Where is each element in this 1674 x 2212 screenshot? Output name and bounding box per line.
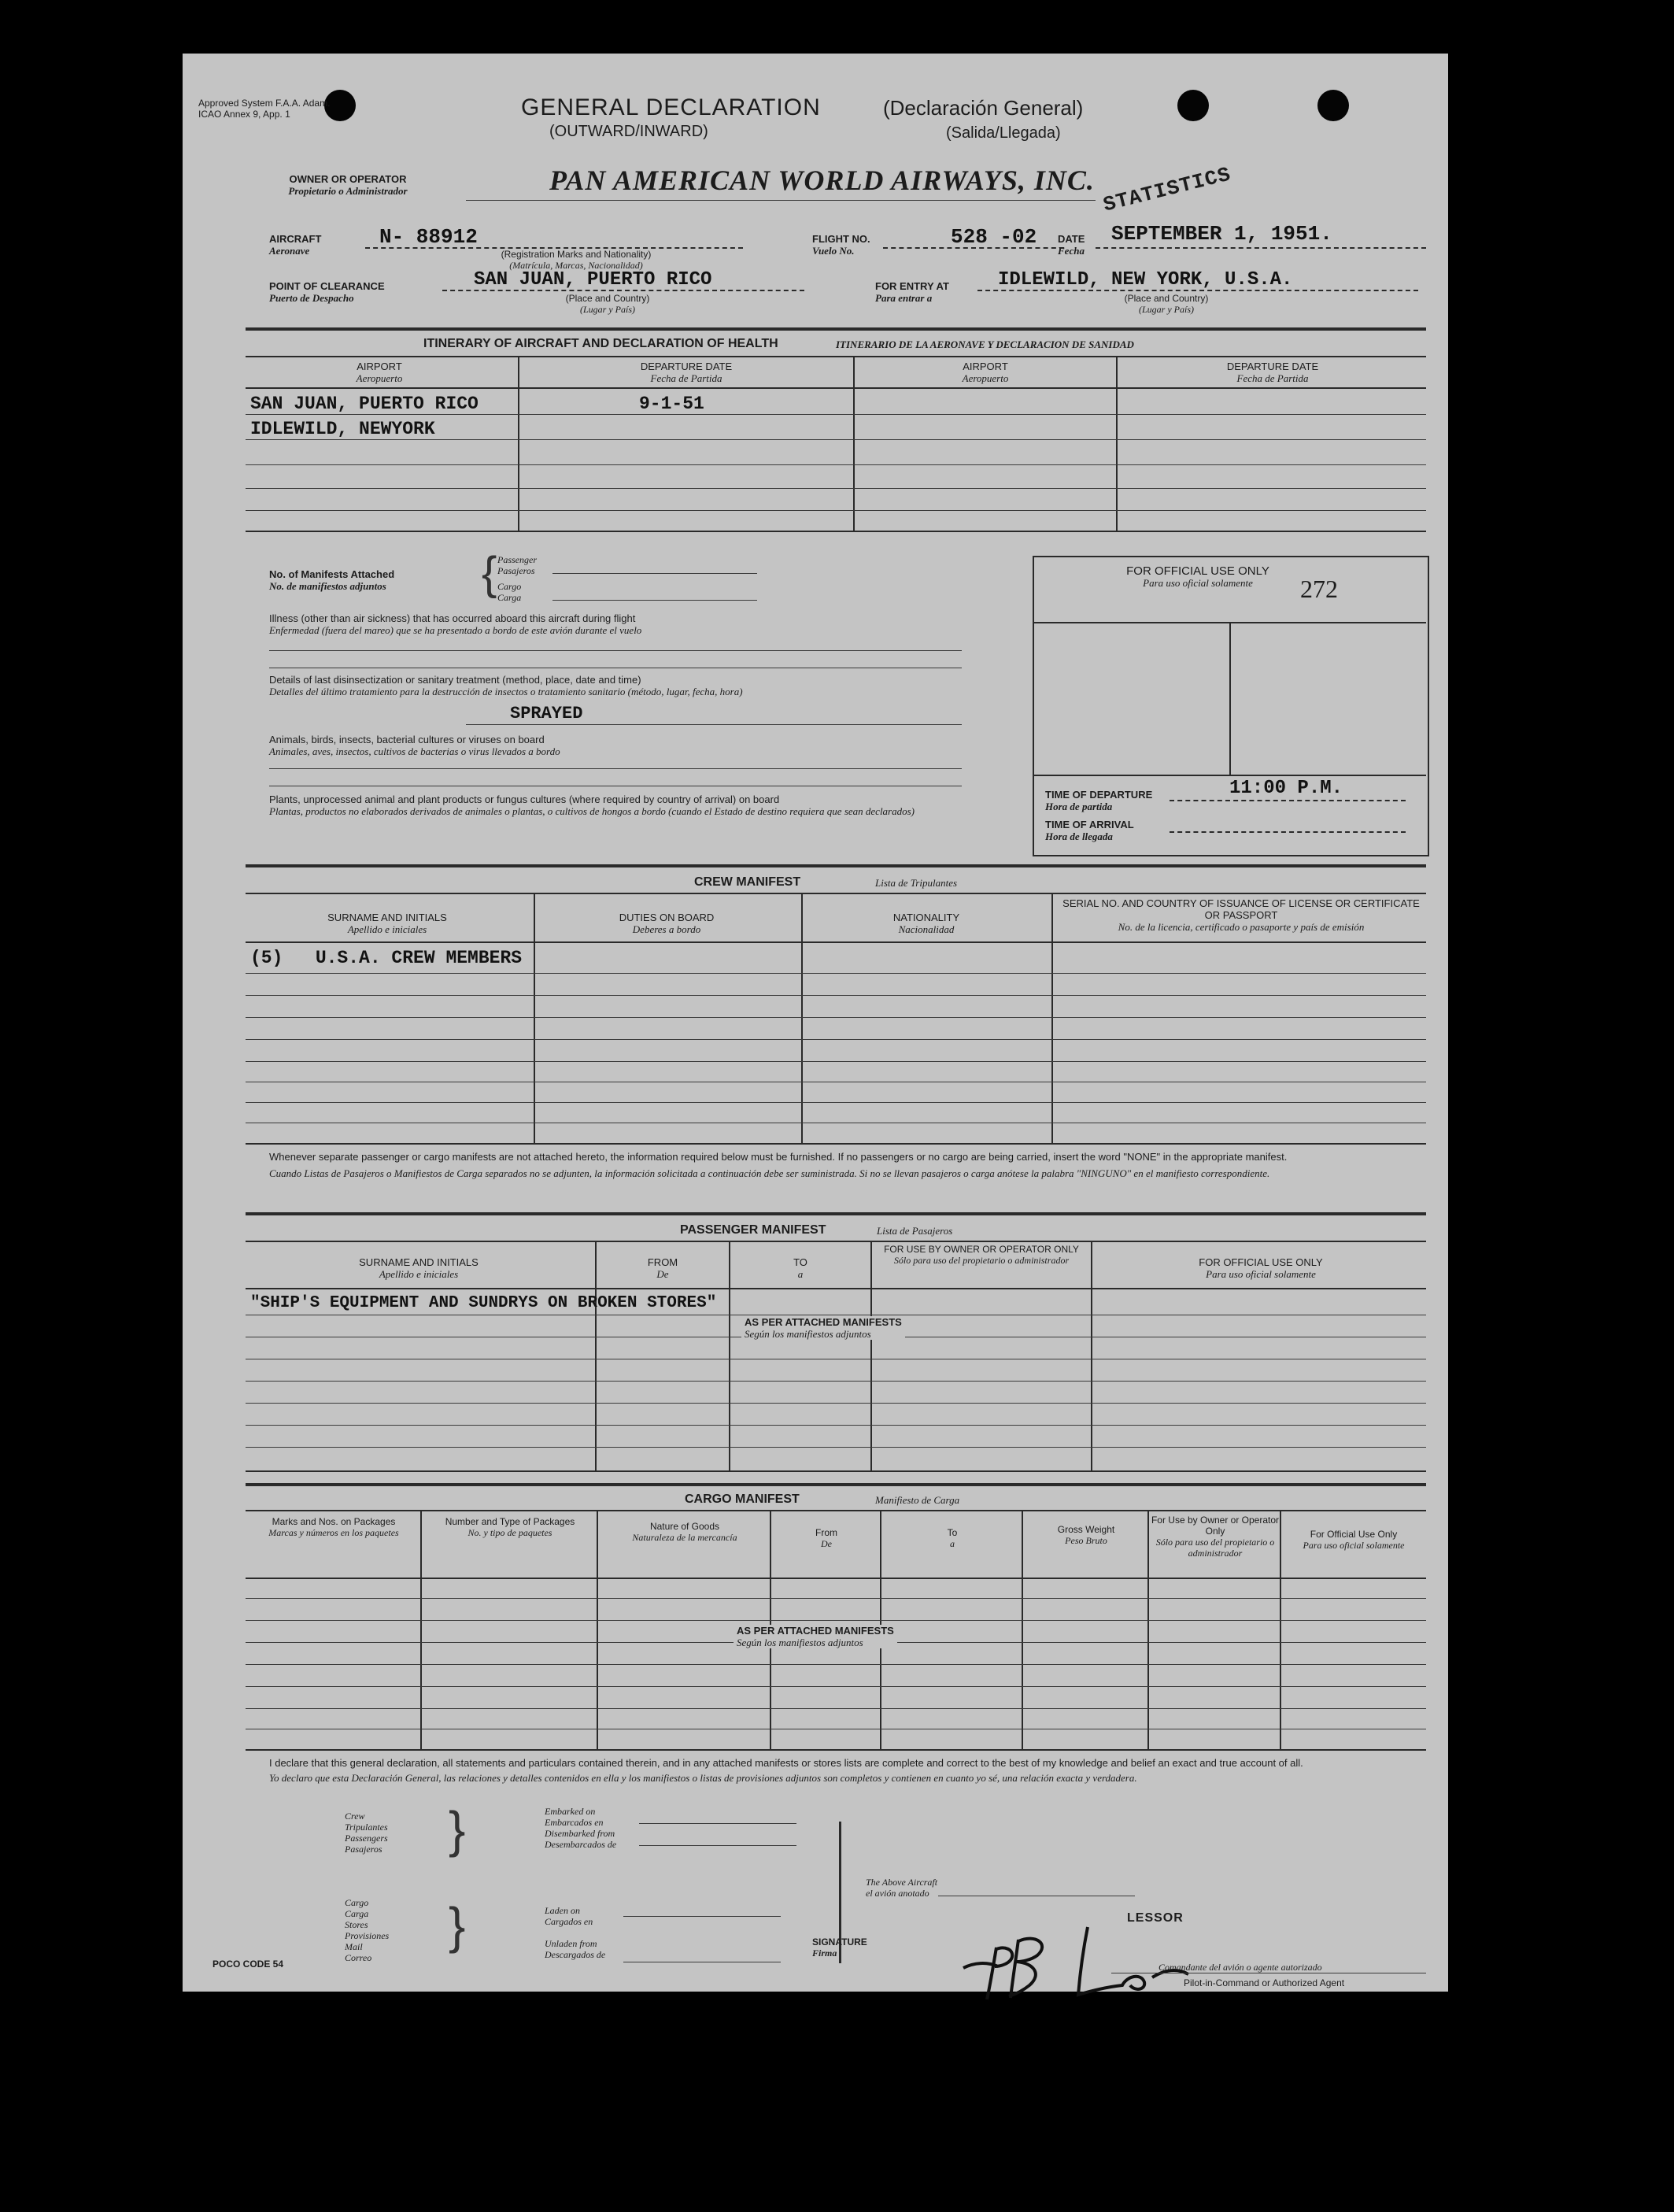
form-title: GENERAL DECLARATION bbox=[521, 94, 821, 120]
crew-col-duties: DUTIES ON BOARD Deberes a bordo bbox=[619, 912, 715, 935]
itinerary-col-date: DEPARTURE DATE Fecha de Partida bbox=[640, 361, 733, 384]
departure-time-label: TIME OF DEPARTURE Hora de partida bbox=[1045, 789, 1153, 812]
approval-note: Approved System F.A.A. Adam. ICAO Annex 9, App. 1 bbox=[198, 98, 331, 120]
crew-col-serial: SERIAL NO. AND COUNTRY OF ISSUANCE OF LICENSE OR CERTIFICATE OR PASSPORT No. de la licencia, certificado o pasaporte y país de emisión bbox=[1062, 897, 1420, 933]
cargo-col-from: From De bbox=[815, 1527, 837, 1549]
commander-label: Pilot-in-Command or Authorized Agent bbox=[1184, 1977, 1345, 1988]
cargo-col-marks: Marks and Nos. on Packages Marcas y números en los paquetes bbox=[268, 1516, 399, 1538]
disinsect-label: Details of last disinsectization or sanitary treatment (method, place, date and time) Detalles del último tratamiento para la destrucción de insectos o tratamiento sanitario (método, lugar, fecha, hora) bbox=[269, 674, 743, 697]
commander-label-es: Comandante del avión o agente autorizado bbox=[1158, 1962, 1322, 1973]
disinsect-value: SPRAYED bbox=[510, 704, 583, 723]
arrival-time-label: TIME OF ARRIVAL Hora de llegada bbox=[1045, 819, 1134, 842]
aircraft-value: N- 88912 bbox=[379, 225, 478, 249]
clearance-note: (Place and Country) (Lugar y País) bbox=[565, 293, 650, 315]
crew-entry: (5) U.S.A. CREW MEMBERS bbox=[250, 948, 523, 968]
entry-label: FOR ENTRY AT Para entrar a bbox=[875, 280, 949, 304]
date-value: SEPTEMBER 1, 1951. bbox=[1111, 222, 1332, 246]
punch-hole bbox=[1317, 90, 1349, 121]
decl-cargo: Cargo Carga Stores Provisiones Mail Correo bbox=[345, 1897, 390, 1963]
itinerary-col-airport-2: AIRPORT Aeropuerto bbox=[962, 361, 1009, 384]
entry-note: (Place and Country) (Lugar y País) bbox=[1124, 293, 1209, 315]
lessor-label: LESSOR bbox=[1127, 1911, 1184, 1925]
signature-label: SIGNATURE Firma bbox=[812, 1936, 867, 1959]
above-aircraft: The Above Aircraft el avión anotado bbox=[866, 1877, 938, 1899]
itinerary-row-airport: IDLEWILD, NEWYORK bbox=[250, 419, 435, 439]
clearance-label: POINT OF CLEARANCE Puerto de Despacho bbox=[269, 280, 385, 304]
crew-col-name: SURNAME AND INITIALS Apellido e iniciales bbox=[327, 912, 447, 935]
decl-crew: Crew Tripulantes Passengers Pasajeros bbox=[345, 1811, 388, 1855]
statistics-stamp: STATISTICS bbox=[1100, 162, 1234, 217]
cargo-col-official: For Official Use Only Para uso oficial solamente bbox=[1303, 1529, 1405, 1551]
form-subtitle-es: (Salida/Llegada) bbox=[946, 124, 1061, 142]
manifests-label: No. of Manifests Attached No. de manifiestos adjuntos bbox=[269, 568, 395, 592]
cargo-col-owner: For Use by Owner or Operator Only Sólo para uso del propietario o administrador bbox=[1151, 1515, 1280, 1559]
itinerary-heading: ITINERARY OF AIRCRAFT AND DECLARATION OF HEALTH bbox=[423, 337, 778, 350]
cargo-heading: CARGO MANIFEST bbox=[685, 1493, 800, 1506]
aircraft-label: AIRCRAFT Aeronave bbox=[269, 233, 322, 257]
plants-label: Plants, unprocessed animal and plant products or fungus cultures (where required by country of arrival) on board Plantas, productos no elaborados derivados de animales o plantas, o cultivos de hongos a bordo (cuando el Estado de destino requiera que sean declarados) bbox=[269, 793, 915, 817]
crew-heading: CREW MANIFEST bbox=[694, 875, 801, 889]
manifests-passenger: Passenger Pasajeros bbox=[497, 554, 537, 576]
aircraft-note: (Registration Marks and Nationality) (Matrícula, Marcas, Nacionalidad) bbox=[501, 249, 652, 271]
declaration-form: Approved System F.A.A. Adam. ICAO Annex 9, App. 1 GENERAL DECLARATION (OUTWARD/INWARD) (Declaración General) (Salida/Llegada) STATISTICS OWNER OR OPERATOR Propietario o Administrador PAN AMERICAN WORLD AIRWAYS, INC. AIRCRAFT Aeronave N- 88912 (Registration Marks and Nationality) (Matrícula, Marcas, Nacionalidad) FLIGHT NO. Vuelo No. 528 -02 DATE Fecha SEPTEMBER 1, 1951. POINT OF CLEARANCE Puerto de Despacho SAN JUAN, PUERTO RICO (Place and Country) (Lugar y País) FOR ENTRY AT Para entrar a IDLEWILD, NEW YORK, U.S.A. (Place and Country) (Lugar y País) ITINERARY OF AIRCRAFT AND DECLARATION OF HEALTH ITINERARIO DE LA AERONAVE Y DECLARACION DE SANIDAD AIRPORT Aeropuerto DEPARTURE DATE Fecha de Partida AIRPORT Aeropuerto DEPARTURE DATE Fecha de Partida SAN JUAN, PUERTO RICO 9-1-51 IDLEWILD, NEWYORK No. of Manifests Attached No. de manifiestos adjuntos { Passenger Pasajeros Cargo Carga Illness (other than air sickness) that has occurred aboard this aircraft during flight Enfermedad (fuera del mareo) que se ha presentado a bordo de este avión durante el vuelo Details of last disinsectization or sanitary treatment (method, place, date and time) Detalles del último tratamiento para la destrucción de insectos o tratamiento sanitario (método, lugar, fecha, hora) SPRAYED Animals, birds, insects, bacterial cultures or viruses on board Animales, aves, insectos, cultivos de bacterias o virus llevados a bordo Plants, unprocessed animal and plant products or fungus cultures (where required by country of arrival) on board Plantas, productos no elaborados derivados de animales o plantas, o cultivos de hongos a bordo (cuando el Estado de destino requiera que sean declarados) FOR OFFICIAL USE ONLY Para uso oficial solamente 272 TIME OF DEPARTURE Hora de partida 11:00 P.M. TIME OF ARRIVAL Hora de llegada CREW MANIFEST Lista de Tripulantes SURNAME AND INITIALS Apellido e iniciales DUTIES ON BOARD Deberes a bordo NATIONALITY Nacionalidad SERIAL NO. AND COUNTRY OF ISSUANCE OF LICENSE OR CERTIFICATE OR PASSPORT No. de la licencia, certificado o pasaporte y país de emisión (5) U.S.A. CREW MEMBERS Whenever separate passenger or cargo manifests are not attached hereto, the information required below must be furnished. If no passengers or no cargo are being carried, insert the word "NONE" in the appropriate manifest. Cuando Listas de Pasajeros o Manifiestos de Carga separados no se adjunten, la información solicitada a continuación debe ser suministrada. Si no se llevan pasajeros o carga anótese la palabra "NINGUNO" en el manifiesto correspondiente. PASSENGER MANIFEST Lista de Pasajeros SURNAME AND INITIALS Apellido e iniciales FROM De TO a FOR USE BY OWNER OR OPERATOR ONLY Sólo para uso del propietario o administrador FOR OFFICIAL USE ONLY Para uso oficial solamente "SHIP'S EQUIPMENT AND SUNDRYS ON BROKEN STORES" AS PER ATTACHED MANIFESTS Según los manifiestos adjuntos CARGO MANIFEST Manifiesto de Carga Marks and Nos. on Packages Marcas y números en los paquetes Number and Type of Packages No. y tipo de paquetes Nature of Goods Naturaleza de la mercancía From De To a Gross Weight Peso Bruto For Use by Owner or Operator Only Sólo para uso del propietario o administrador For Official Use Only Para uso oficial solamente AS PER ATTACHED MANIFESTS Según los manifiestos adjuntos I declare that this general declaration, all statements and particulars contained therein, and in any attached manifests or stores lists are complete and correct to the best of my knowledge and belief an exact and true account of all. Yo declaro que esta Declaración General, las relaciones y detalles contenidos en ella y los manifiestos o listas de provisiones adjuntos son completos y contienen en cuanto yo sé, una relación exacta y verdadera. Crew Tripulantes Passengers Pasajeros } Embarked on Embarcados en Disembarked from Desembarcados de Cargo Carga Stores Provisiones Mail Correo } Laden on Cargados en Unladen from Descargados de The Above Aircraft el avión anotado LESSOR Comandante del avión o agente autorizado Pilot-in-Command or Authorized Agent SIGNATURE Firma POCO CODE 54 bbox=[183, 54, 1448, 1992]
passenger-col-to: TO a bbox=[793, 1256, 807, 1280]
cargo-col-goods: Nature of Goods Naturaleza de la mercancía bbox=[632, 1521, 737, 1543]
passenger-col-owner: FOR USE BY OWNER OR OPERATOR ONLY Sólo para uso del propietario o administrador bbox=[884, 1244, 1079, 1266]
passenger-entry: "SHIP'S EQUIPMENT AND SUNDRYS ON BROKEN STORES" bbox=[250, 1294, 717, 1312]
itinerary-heading-es: ITINERARIO DE LA AERONAVE Y DECLARACION DE SANIDAD bbox=[836, 338, 1134, 350]
crew-col-nationality: NATIONALITY Nacionalidad bbox=[892, 912, 960, 935]
flight-value: 528 -02 bbox=[951, 225, 1037, 249]
animals-label: Animals, birds, insects, bacterial cultures or viruses on board Animales, aves, insectos, cultivos de bacterias o virus llevados a bordo bbox=[269, 734, 560, 757]
passenger-col-name: SURNAME AND INITIALS Apellido e iniciales bbox=[359, 1256, 479, 1280]
crew-heading-es: Lista de Tripulantes bbox=[875, 877, 958, 889]
cargo-col-weight: Gross Weight Peso Bruto bbox=[1057, 1524, 1115, 1546]
illness-label: Illness (other than air sickness) that has occurred aboard this aircraft during flight Enfermedad (fuera del mareo) que se ha presentado a bordo de este avión durante el vuelo bbox=[269, 612, 642, 636]
passenger-col-from: FROM De bbox=[647, 1256, 678, 1280]
passenger-heading-es: Lista de Pasajeros bbox=[877, 1225, 953, 1237]
itinerary-row-airport: SAN JUAN, PUERTO RICO bbox=[250, 394, 479, 414]
form-title-es: (Declaración General) bbox=[883, 96, 1084, 120]
passenger-heading: PASSENGER MANIFEST bbox=[680, 1223, 826, 1237]
cargo-attached: AS PER ATTACHED MANIFESTS Según los manifiestos adjuntos bbox=[734, 1625, 897, 1648]
footer-code: POCO CODE 54 bbox=[212, 1959, 284, 1970]
passenger-attached: AS PER ATTACHED MANIFESTS Según los manifiestos adjuntos bbox=[741, 1316, 905, 1340]
owner-label: OWNER OR OPERATOR Propietario o Administrador bbox=[288, 173, 408, 197]
form-subtitle: (OUTWARD/INWARD) bbox=[549, 123, 708, 140]
owner-value: PAN AMERICAN WORLD AIRWAYS, INC. bbox=[549, 165, 1095, 196]
manifests-cargo: Cargo Carga bbox=[497, 581, 522, 603]
manifest-notice: Whenever separate passenger or cargo manifests are not attached hereto, the information required below must be furnished. If no passengers or no cargo are being carried, insert the word "NONE" in the appropriate manifest. Cuando Listas de Pasajeros o Manifiestos de Carga separados no se adjunten, la información solicitada a continuación debe ser suministrada. Si no se llevan pasajeros o carga anótese la palabra "NINGUNO" en el manifiesto correspondiente. bbox=[269, 1151, 1288, 1179]
entry-value: IDLEWILD, NEW YORK, U.S.A. bbox=[998, 269, 1293, 290]
departure-time-value: 11:00 P.M. bbox=[1229, 778, 1343, 799]
clearance-value: SAN JUAN, PUERTO RICO bbox=[474, 269, 712, 290]
decl-laden: Laden on Cargados en Unladen from Descargados de bbox=[545, 1905, 606, 1960]
itinerary-row-date: 9-1-51 bbox=[639, 394, 704, 414]
official-number: 272 bbox=[1300, 575, 1338, 603]
date-label: DATE Fecha bbox=[1058, 233, 1085, 257]
flight-label: FLIGHT NO. Vuelo No. bbox=[812, 233, 870, 257]
cargo-heading-es: Manifiesto de Carga bbox=[875, 1494, 960, 1506]
passenger-col-official: FOR OFFICIAL USE ONLY Para uso oficial solamente bbox=[1199, 1256, 1323, 1280]
declaration-text: I declare that this general declaration, all statements and particulars contained therein, and in any attached manifests or stores lists are complete and correct to the best of my knowledge and belief an exact and true account of all. Yo declaro que esta Declaración General, las relaciones y detalles contenidos en ella y los manifiestos o listas de provisiones adjuntos son completos y contienen en cuanto yo sé, una relación exacta y verdadera. bbox=[269, 1757, 1303, 1784]
punch-hole bbox=[1177, 90, 1209, 121]
cargo-col-to: To a bbox=[947, 1527, 958, 1549]
cargo-col-packages: Number and Type of Packages No. y tipo de paquetes bbox=[445, 1516, 575, 1538]
decl-embarked: Embarked on Embarcados en Disembarked from Desembarcados de bbox=[545, 1806, 617, 1850]
itinerary-col-airport: AIRPORT Aeropuerto bbox=[356, 361, 403, 384]
itinerary-col-date-2: DEPARTURE DATE Fecha de Partida bbox=[1226, 361, 1319, 384]
official-use-label: FOR OFFICIAL USE ONLY Para uso oficial solamente bbox=[1126, 564, 1269, 589]
